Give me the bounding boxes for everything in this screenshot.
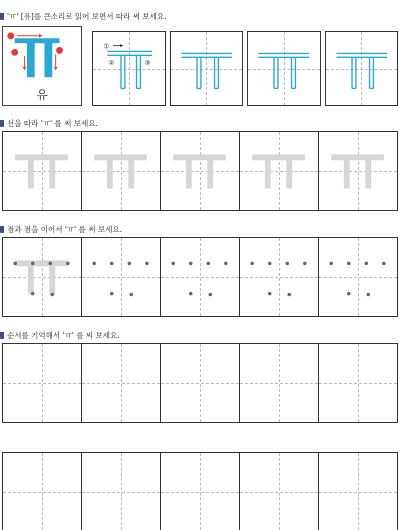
blank-writing-cell[interactable] <box>3 453 82 530</box>
trace-cell-numbered[interactable] <box>92 31 166 106</box>
dot-cell[interactable] <box>240 238 319 316</box>
instruction-3: 점과 점을 이어서 'ㅠ' 를 써 보세요. <box>0 225 122 235</box>
dot-cell-guided[interactable] <box>3 238 82 316</box>
gray-trace-cell[interactable] <box>3 132 82 210</box>
gray-trace-cell[interactable] <box>82 132 161 210</box>
trace-cell[interactable] <box>247 31 321 106</box>
instruction-1: 'ㅠ' [유]를 큰소리로 읽어 보면서 따라 써 보세요. <box>0 12 166 22</box>
blank-writing-cell[interactable] <box>82 453 161 530</box>
dot-cell[interactable] <box>82 238 161 316</box>
blank-row-1 <box>2 343 398 423</box>
blank-writing-cell[interactable] <box>161 453 240 530</box>
bullet-icon <box>0 13 4 20</box>
model-character-box <box>2 26 82 106</box>
bullet-icon <box>0 226 4 233</box>
blank-writing-cell[interactable] <box>82 344 161 422</box>
svg-text:①: ① <box>103 42 110 51</box>
svg-text:②: ② <box>108 59 115 68</box>
dot-row <box>2 237 398 317</box>
trace-row-1 <box>92 31 398 106</box>
gray-trace-cell[interactable] <box>240 132 319 210</box>
bullet-icon <box>0 332 4 339</box>
blank-writing-cell[interactable] <box>240 344 319 422</box>
svg-text:③: ③ <box>144 59 151 68</box>
gray-trace-cell[interactable] <box>319 132 397 210</box>
bullet-icon <box>0 120 4 127</box>
blank-row-2 <box>2 452 398 530</box>
blank-writing-cell[interactable] <box>3 344 82 422</box>
dot-cell[interactable] <box>161 238 240 316</box>
gray-trace-cell[interactable] <box>161 132 240 210</box>
trace-cell[interactable] <box>170 31 244 106</box>
trace-cell[interactable] <box>325 31 399 106</box>
model-syllable-label: 유 <box>36 88 48 102</box>
instruction-2: 선을 따라 'ㅠ' 를 써 보세요. <box>0 119 98 129</box>
blank-writing-cell[interactable] <box>319 344 397 422</box>
instruction-4: 순서를 기억해서 'ㅠ' 를 써 보세요. <box>0 331 120 341</box>
blank-writing-cell[interactable] <box>319 453 397 530</box>
dot-cell[interactable] <box>319 238 397 316</box>
gray-trace-row <box>2 131 398 211</box>
blank-writing-cell[interactable] <box>161 344 240 422</box>
blank-writing-cell[interactable] <box>240 453 319 530</box>
